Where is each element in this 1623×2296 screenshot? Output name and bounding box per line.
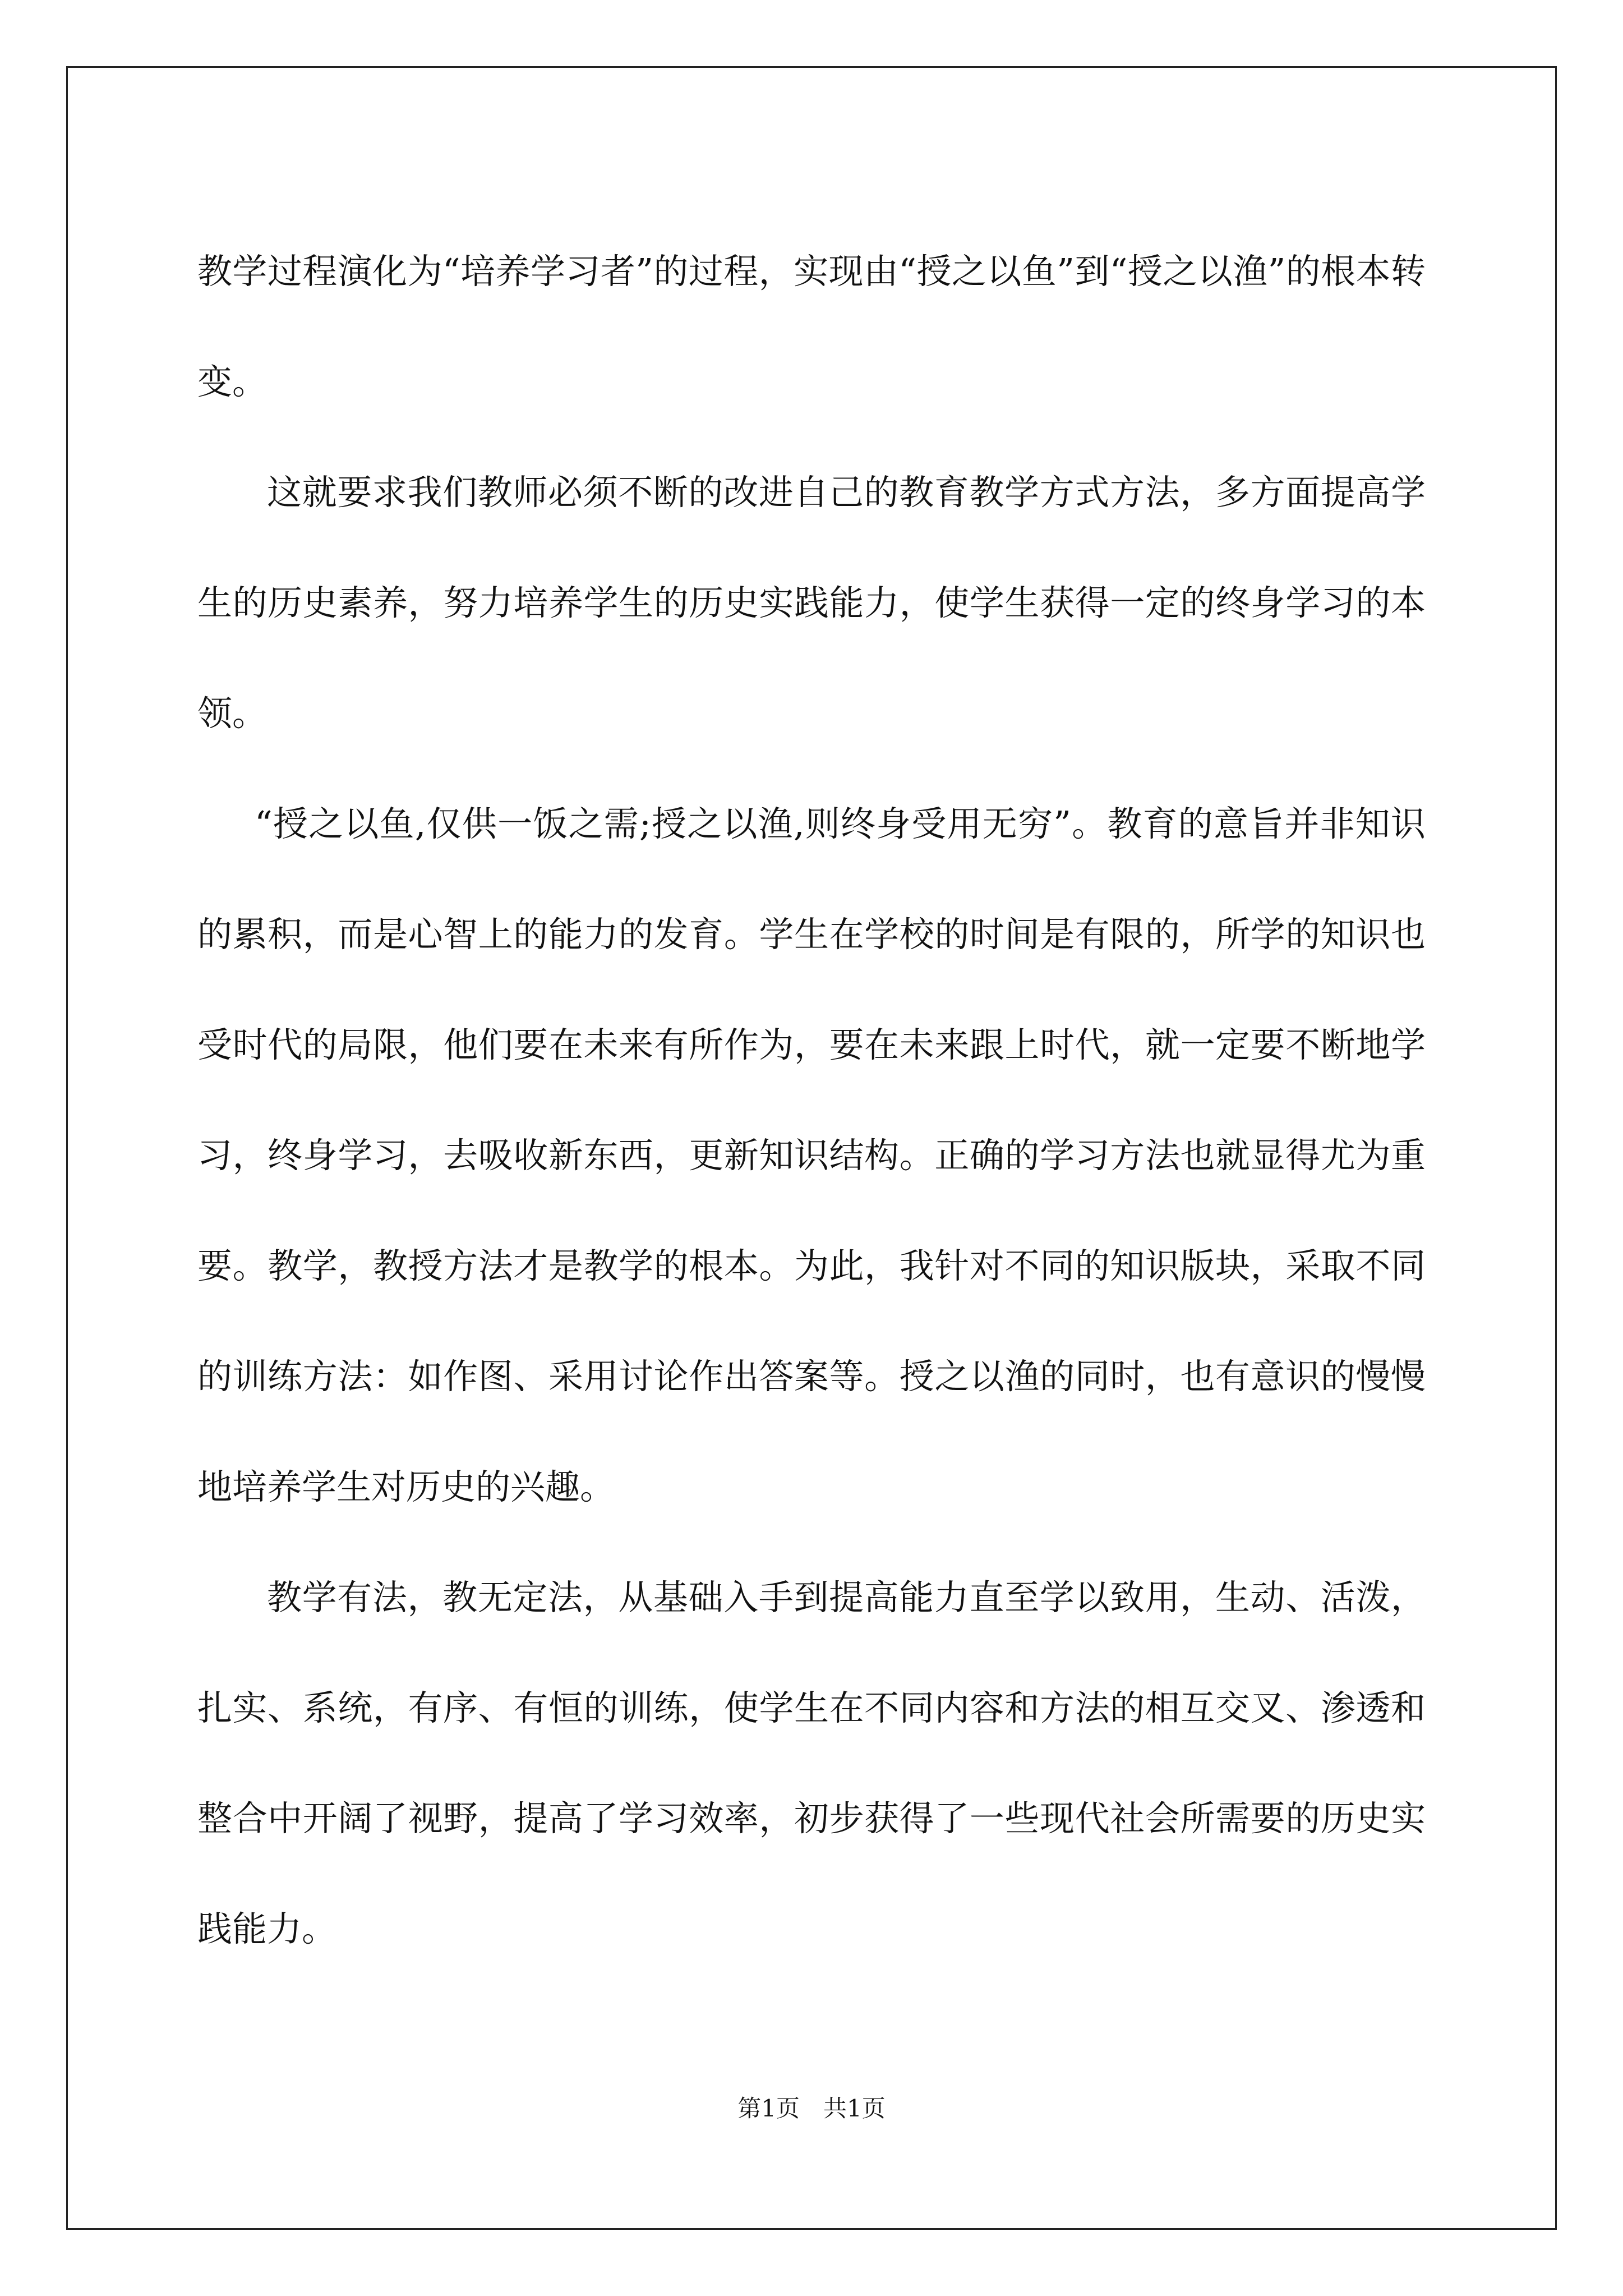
paragraph-teacher-methods: 这就要求我们教师必须不断的改进自己的教育教学方式方法，多方面提高学生的历史素养，努力培养学生的历史实践能力，使学生获得一定的终身学习的本领。 — [197, 472, 1426, 734]
paragraph-continuation: 教学过程演化为“培养学习者”的过程，实现由“授之以鱼”到“授之以渔”的根本转变。 — [197, 251, 1426, 402]
document-body — [197, 216, 1426, 1984]
paragraph-teaching-methods: 教学有法，教无定法，从基础入手到提高能力直至学以致用，生动、活泼，扎实、系统，有序、有恒的训练，使学生在不同内容和方法的相互交叉、渗透和整合中开阔了视野，提高了学习效率，初步获得了一些现代社会所需要的历史实践能力。 — [197, 1577, 1426, 1949]
paragraph-teach-to-fish: “授之以鱼,仅供一饭之需;授之以渔,则终身受用无穷”。教育的意旨并非知识的累积，而是心智上的能力的发育。学生在学校的时间是有限的，所学的知识也受时代的局限，他们要在未来有所作为，要在未来跟上时代，就一定要不断地学习，终身学习，去吸收新东西，更新知识结构。正确的学习方法也就显得尤为重要。教学，教授方法才是教学的根本。为此，我针对不同的知识版块，采取不同的训练方法：如作图、采用讨论作出答案等。授之以渔的同时，也有意识的慢慢地培养学生对历史的兴趣。 — [197, 803, 1426, 1507]
page-number-footer: 第1页 共1页 — [737, 2095, 886, 2122]
